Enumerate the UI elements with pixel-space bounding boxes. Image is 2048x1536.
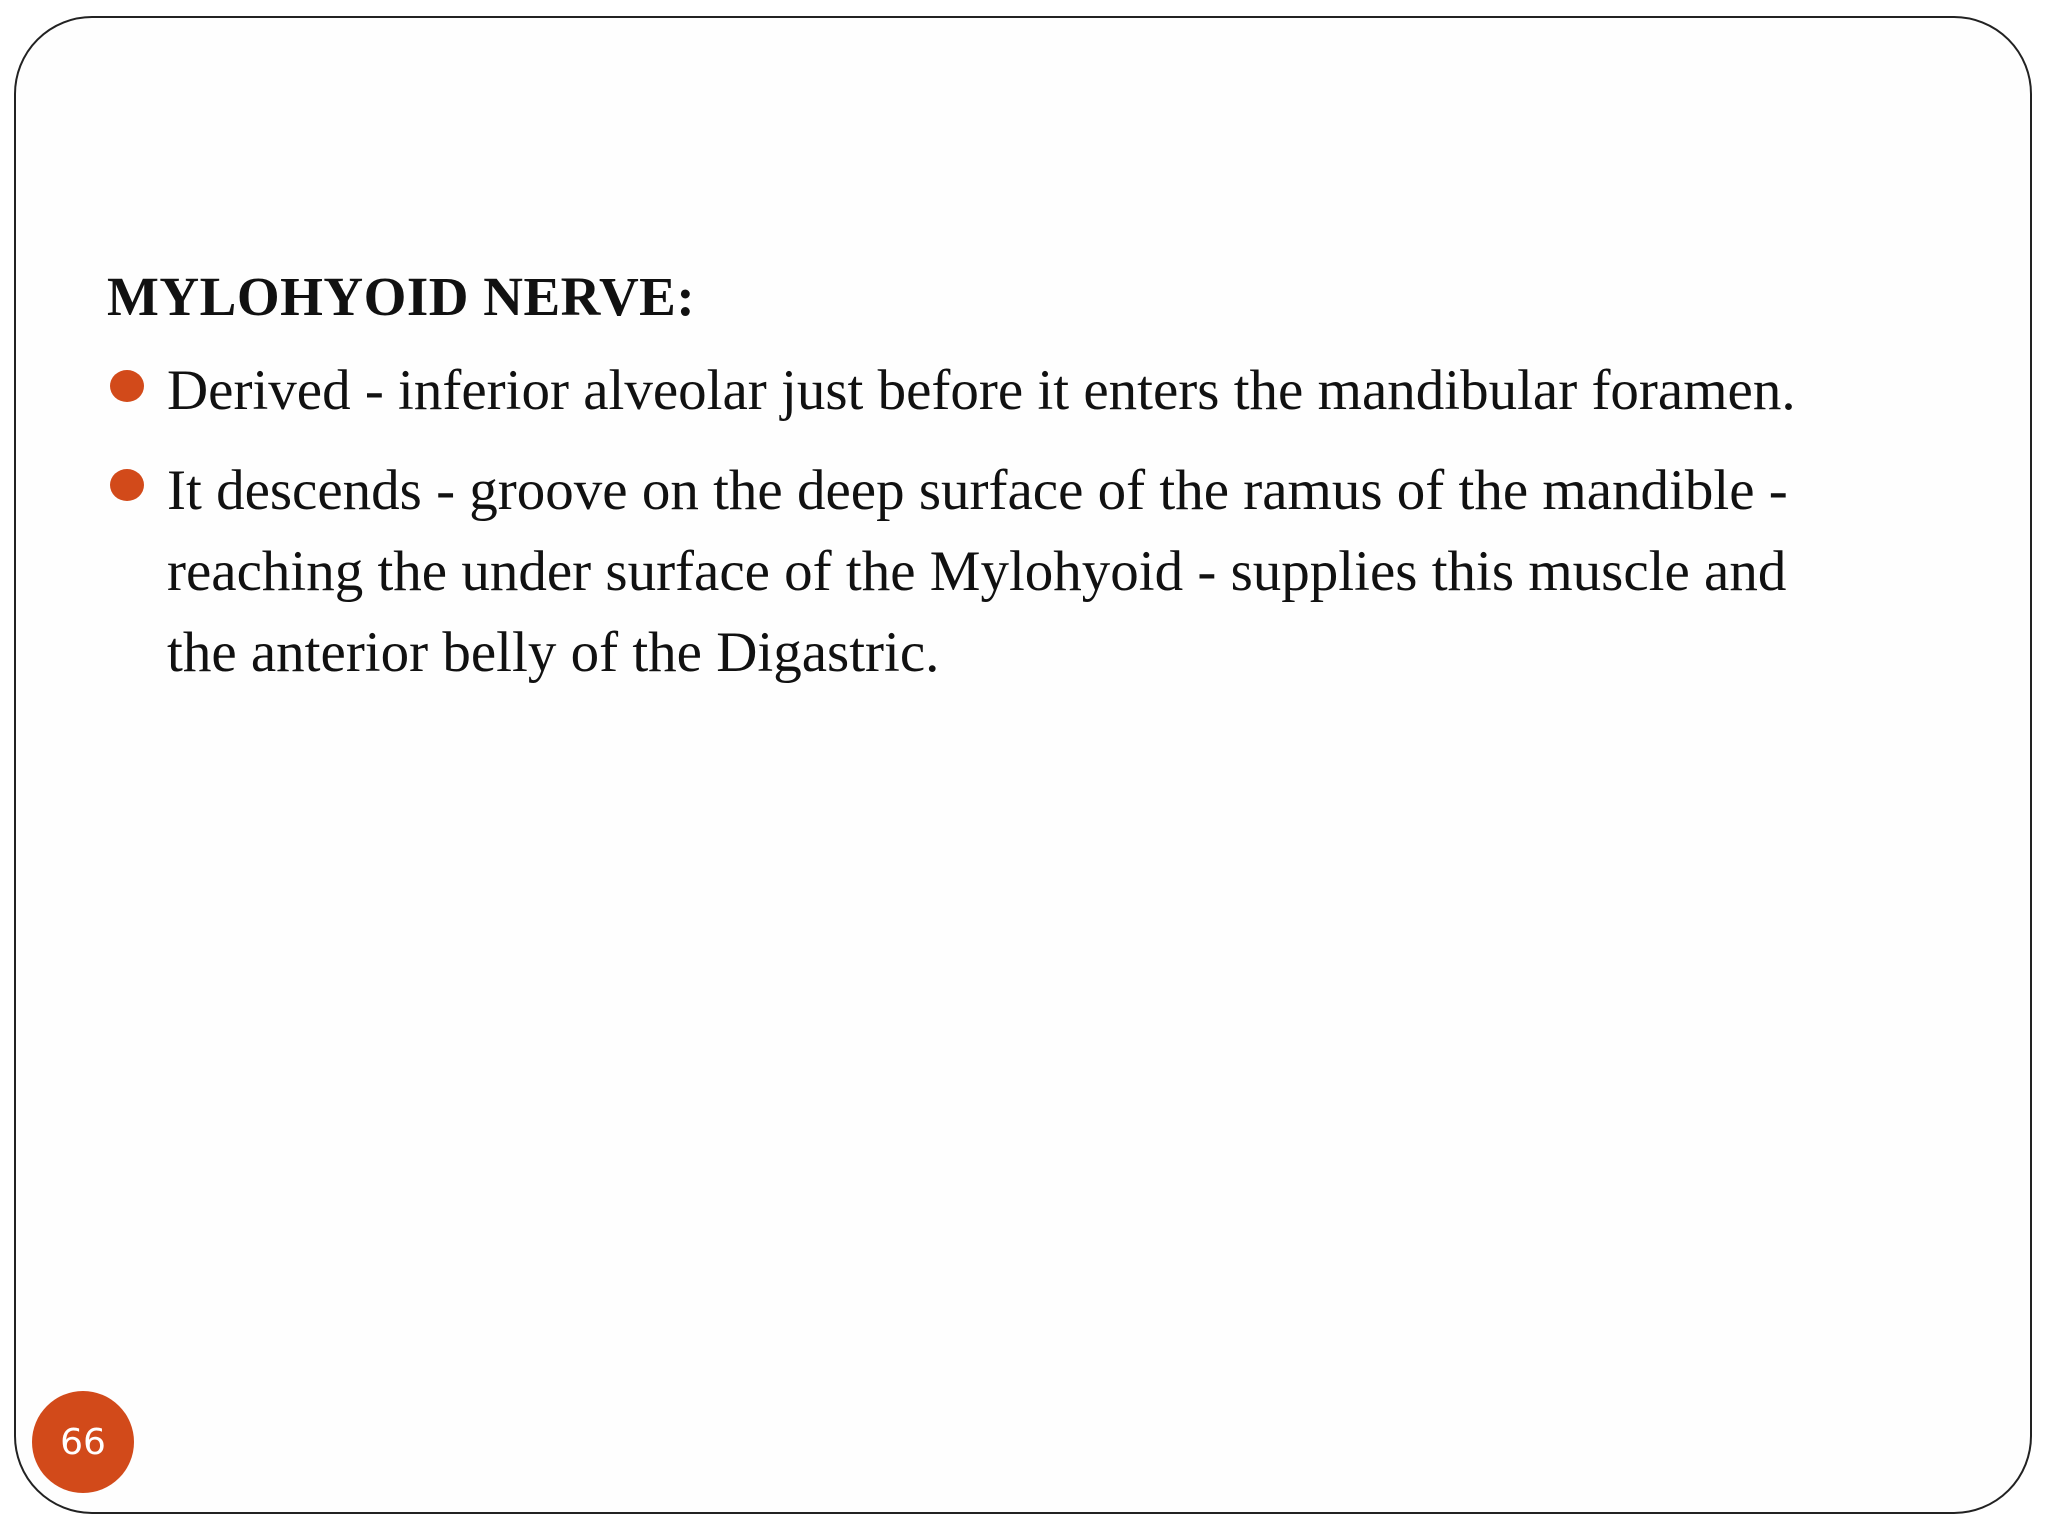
bullet-2-line-3: the anterior belly of the Digastric. — [167, 621, 940, 684]
bullet-1-line-1: Derived - inferior alveolar just before it enters the mandibular foramen. — [167, 359, 1796, 422]
bullet-2-line-1: It descends - groove on the deep surface of the ramus of the mandible - — [167, 459, 1788, 522]
bullet-icon — [110, 469, 144, 501]
page-number-badge: 66 — [32, 1391, 134, 1493]
slide-frame — [14, 16, 2032, 1514]
bullet-icon — [110, 370, 144, 402]
bullet-2-line-2: reaching the under surface of the Mylohyoid - supplies this muscle and — [167, 540, 1787, 603]
slide-title: MYLOHYOID NERVE: — [107, 266, 696, 327]
